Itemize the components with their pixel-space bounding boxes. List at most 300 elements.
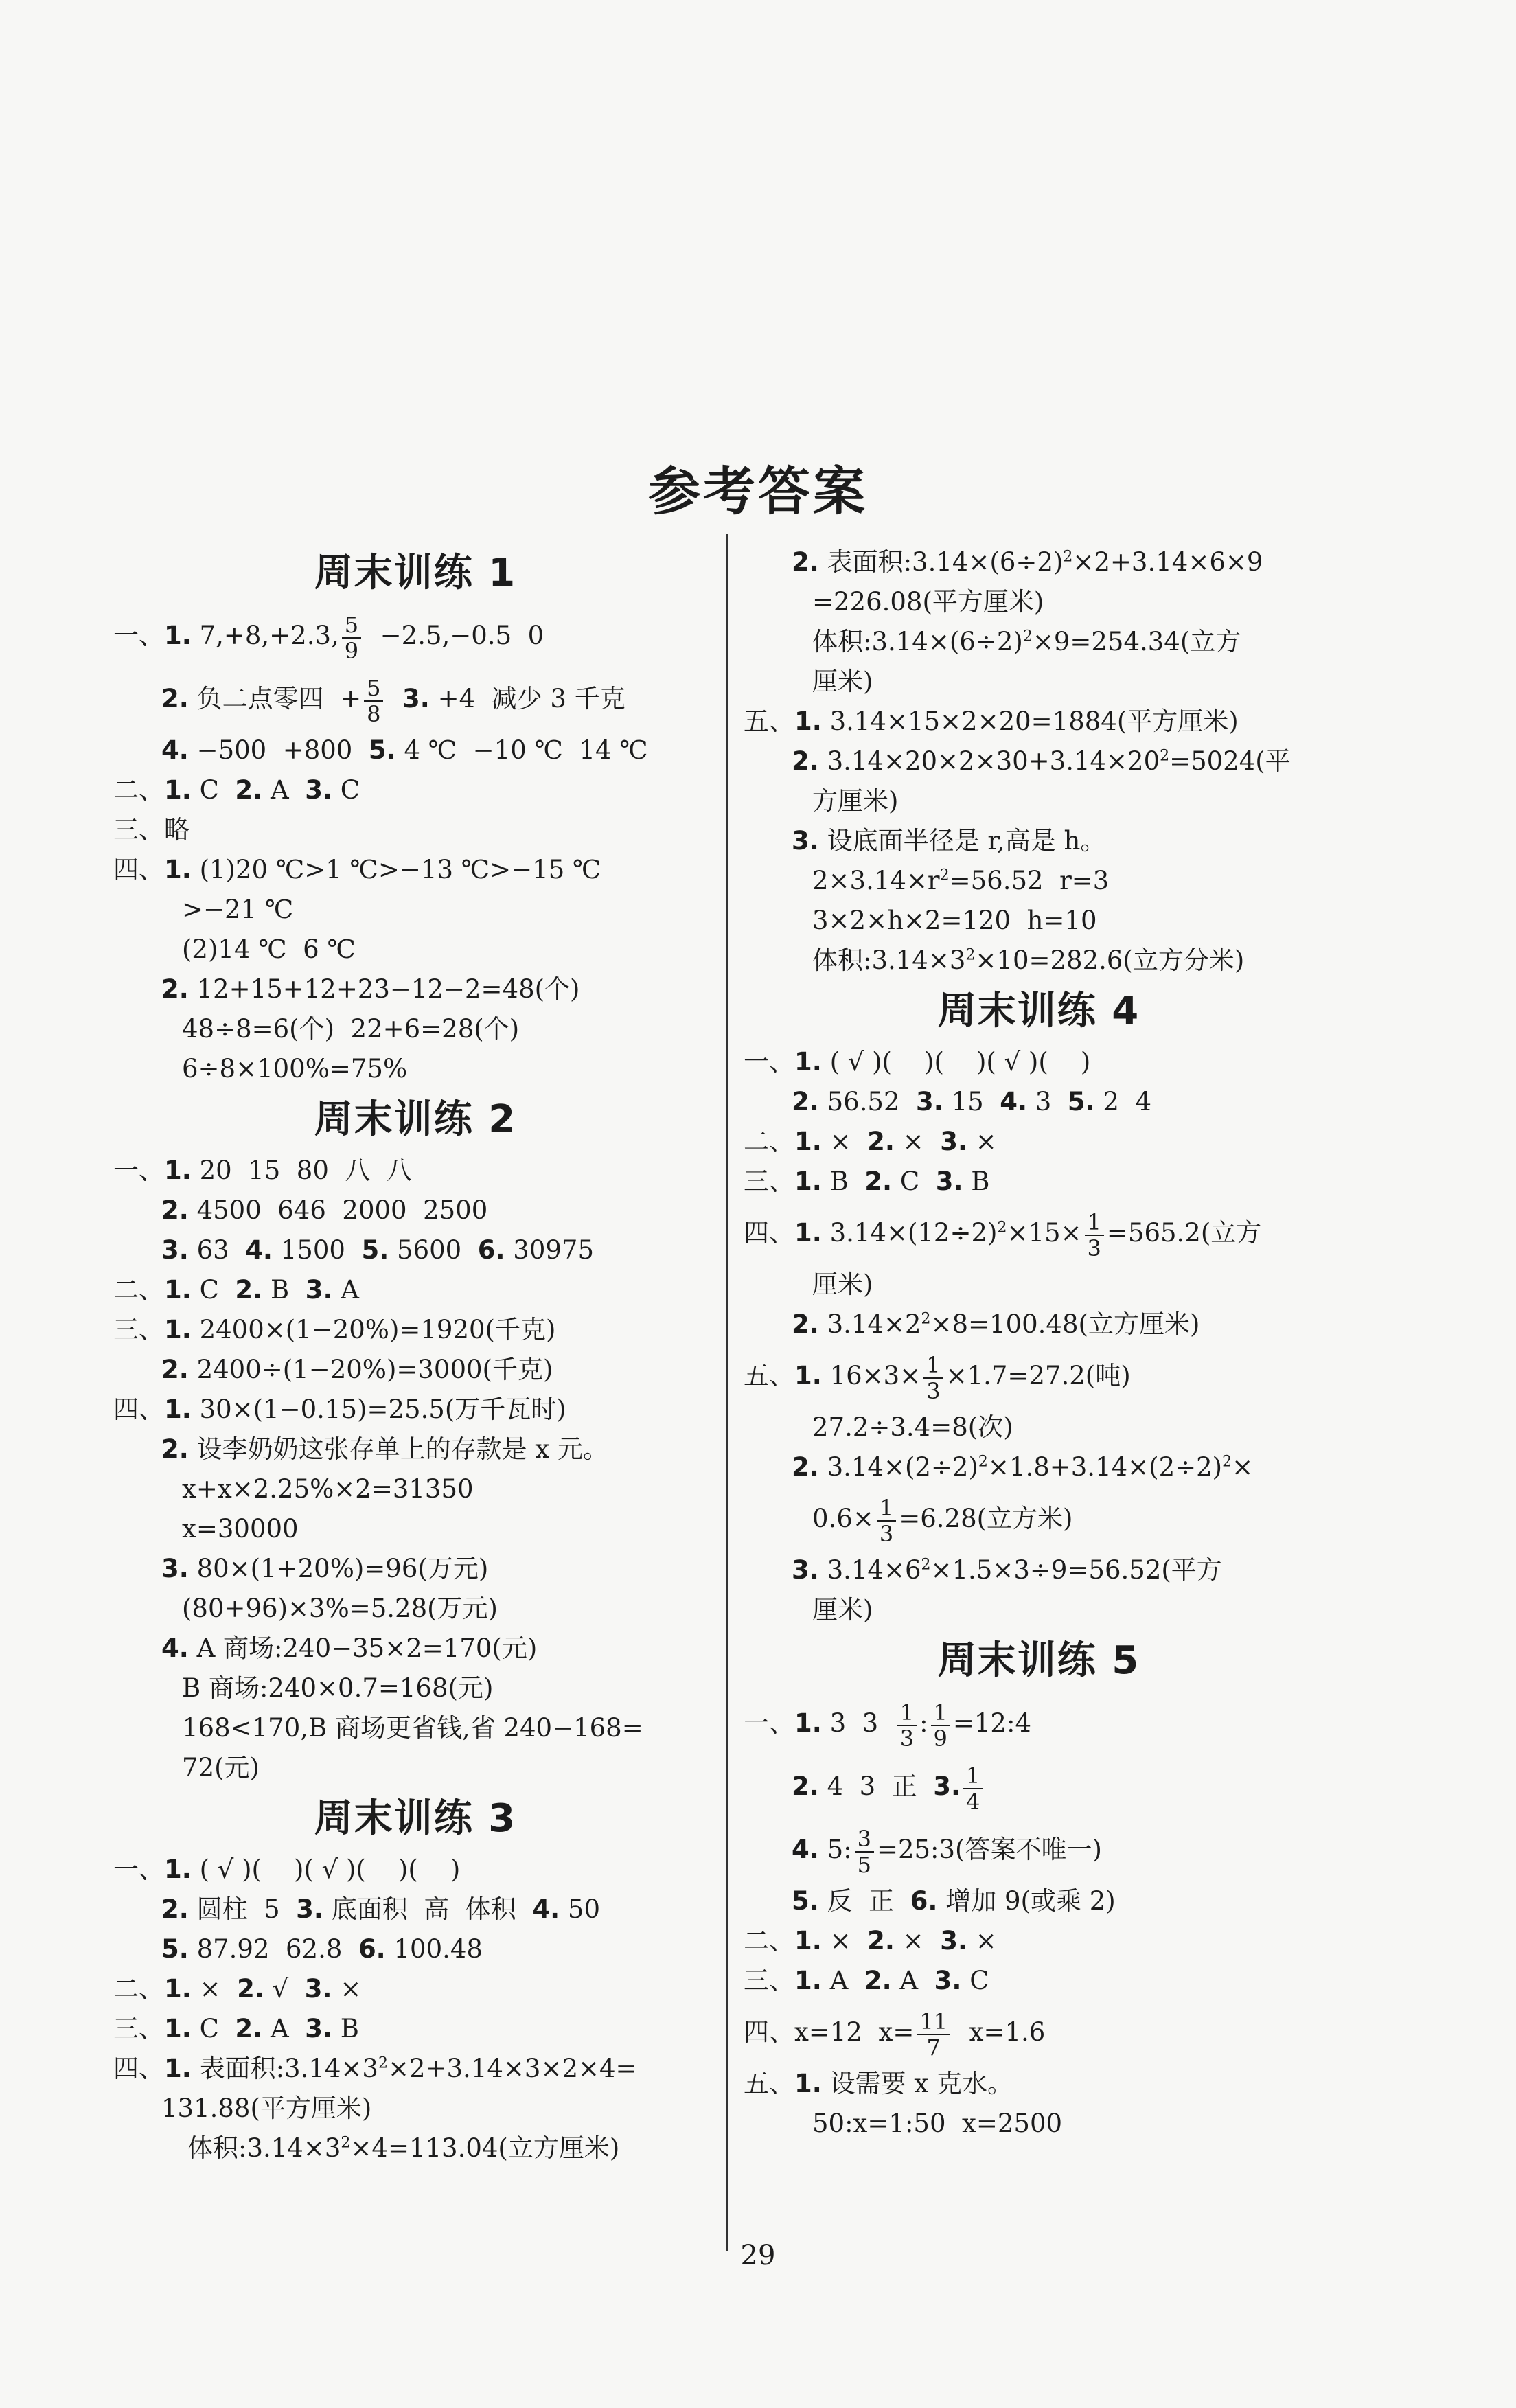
part-label: 二、 — [744, 1127, 794, 1156]
answer-line: >−21 ℃ — [182, 895, 294, 924]
part-label: 五、 — [744, 707, 794, 736]
answer-text: 2 4 — [1094, 1087, 1152, 1116]
answer-text: C — [332, 775, 360, 805]
answer-text: 体积:3.14×3 — [812, 945, 966, 975]
answer-line — [113, 970, 717, 1009]
answer-line — [113, 1890, 717, 1929]
answer-line — [113, 1350, 717, 1390]
question-number: 2. — [792, 547, 819, 577]
answer-text: =565.2(立方 — [1106, 1218, 1262, 1248]
answer-line — [744, 1202, 1334, 1265]
question-number: 2. — [161, 1894, 189, 1924]
numerator: 1 — [963, 1763, 983, 1789]
part-label: 二、 — [113, 1275, 164, 1305]
answer-text: 底面积 高 体积 — [323, 1894, 533, 1924]
question-number: 3. — [792, 1555, 819, 1585]
question-number: 2. — [161, 1355, 189, 1384]
question-number: 3. — [161, 1235, 189, 1265]
answer-line — [744, 1961, 1334, 2001]
question-number: 3. — [933, 1771, 961, 1801]
question-number: 2. — [792, 1452, 819, 1482]
exponent: 2 — [1160, 747, 1170, 765]
answer-text: 反 正 — [818, 1886, 910, 1916]
numerator: 3 — [855, 1826, 874, 1853]
exponent: 2 — [939, 867, 950, 884]
answer-text: 2400×(1−20%)=1920(千克) — [191, 1315, 556, 1344]
numerator: 5 — [364, 676, 383, 702]
answer-text: ×8=100.48(立方厘米) — [930, 1309, 1200, 1339]
answer-text: x=1.6 — [953, 2017, 1046, 2047]
answer-text: ( √ )( )( )( √ )( ) — [821, 1047, 1091, 1077]
answer-text: ×1.5×3÷9=56.52(平方 — [930, 1555, 1222, 1585]
question-number: 6. — [358, 1934, 386, 1964]
answer-text: B — [332, 2014, 359, 2043]
answer-line — [113, 2049, 717, 2089]
answer-line: 168<170,B 商场更省钱,省 240−168= — [182, 1713, 643, 1743]
question-number: 6. — [477, 1235, 505, 1265]
numerator: 1 — [923, 1353, 943, 1379]
answer-line — [113, 731, 717, 770]
numerator: 1 — [897, 1700, 917, 1726]
question-number: 1. — [794, 2069, 822, 2098]
question-number: 4. — [532, 1894, 560, 1924]
answer-line — [113, 604, 717, 667]
fraction — [931, 1700, 950, 1751]
question-number: 1. — [794, 1127, 822, 1156]
answer-text: 30×(1−0.15)=25.5(万千瓦时) — [191, 1395, 566, 1424]
answer-text: ×4=113.04(立方厘米) — [350, 2133, 620, 2163]
question-number: 1. — [794, 1966, 822, 1995]
denominator: 9 — [933, 1725, 948, 1752]
answer-line — [113, 1230, 717, 1270]
answer-text: ( √ )( )( √ )( )( ) — [191, 1855, 461, 1884]
question-number: 2. — [792, 1771, 819, 1801]
part-label: 四、 — [113, 855, 164, 884]
answer-line — [744, 1692, 1334, 1755]
answer-text: 4 3 正 — [818, 1771, 934, 1801]
part-label: 一、 — [113, 1156, 164, 1185]
exponent: 2 — [997, 1219, 1007, 1237]
question-number: 4. — [1000, 1087, 1028, 1116]
question-number: 2. — [161, 684, 189, 713]
answer-text: 3.14×20×2×30+3.14×20 — [818, 746, 1160, 776]
answer-text: 1500 — [273, 1235, 362, 1265]
answer-line — [113, 1310, 717, 1350]
part-label: 五、 — [744, 1361, 794, 1390]
answer-text: 0.6× — [812, 1504, 874, 1533]
answer-line — [113, 1629, 717, 1669]
answer-line: 50:x=1:50 x=2500 — [812, 2109, 1063, 2138]
question-number: 3. — [305, 775, 333, 805]
answer-line — [744, 2001, 1334, 2064]
question-number: 2. — [161, 974, 189, 1004]
part-label: 五、 — [744, 2069, 794, 2098]
answer-line — [744, 1344, 1334, 1408]
fraction — [923, 1353, 943, 1403]
answer-line: x=30000 — [182, 1514, 299, 1544]
question-number: 4. — [245, 1235, 273, 1265]
fraction — [1085, 1210, 1104, 1261]
question-number: 1. — [164, 855, 192, 884]
numerator: 1 — [1085, 1210, 1104, 1236]
answer-line — [113, 1191, 717, 1230]
fraction — [877, 1495, 896, 1546]
question-number: 2. — [792, 746, 819, 776]
answer-text: 体积:3.14×3 — [187, 2133, 341, 2163]
answer-line — [113, 1270, 717, 1310]
answer-text: 7,+8,+2.3, — [191, 621, 339, 650]
answer-line — [744, 1447, 1334, 1487]
part-label: 三、 — [744, 1167, 794, 1196]
answer-text: × — [1232, 1452, 1254, 1482]
answer-text: × — [967, 1127, 997, 1156]
question-number: 1. — [164, 1974, 192, 2004]
answer-text: 圆柱 5 — [188, 1894, 297, 1924]
denominator: 3 — [879, 1520, 894, 1547]
answer-text: 设底面半径是 r,高是 h。 — [818, 826, 1106, 856]
answer-text: +4 减少 3 千克 — [429, 684, 625, 713]
answer-line: (2)14 ℃ 6 ℃ — [182, 934, 356, 964]
answer-line: 6÷8×100%=75% — [182, 1054, 408, 1083]
answer-text: 5600 — [389, 1235, 478, 1265]
column-divider — [726, 534, 728, 2251]
answer-text: C — [892, 1167, 936, 1196]
answer-text: 增加 9(或乘 2) — [937, 1886, 1116, 1916]
answer-text: C — [191, 775, 236, 805]
question-number: 1. — [164, 621, 192, 650]
section-heading-5: 周末训练 5 — [937, 1638, 1140, 1683]
denominator: 3 — [926, 1377, 941, 1404]
answer-text: 56.52 — [818, 1087, 917, 1116]
answer-text: =25:3(答案不唯一) — [876, 1835, 1102, 1864]
answer-text: A — [262, 2014, 306, 2043]
answer-text: B — [963, 1167, 990, 1196]
fraction — [855, 1826, 874, 1877]
question-number: 1. — [164, 1315, 192, 1344]
numerator: 5 — [342, 612, 361, 639]
part-label: 三、 — [113, 1315, 164, 1344]
question-number: 1. — [794, 1047, 822, 1077]
answer-line: 厘米) — [812, 1270, 873, 1299]
answer-text: 2×3.14×r — [812, 866, 940, 895]
question-number: 2. — [864, 1966, 892, 1995]
answer-text: A — [262, 775, 306, 805]
question-number: 4. — [161, 735, 189, 765]
answer-line — [113, 1850, 717, 1890]
numerator: 1 — [931, 1700, 950, 1726]
answer-text: 12+15+12+23−12−2=48(个) — [188, 974, 580, 1004]
answer-line — [744, 941, 1334, 981]
question-number: 2. — [161, 1434, 189, 1464]
answer-text: ×1.8+3.14×(2÷2) — [987, 1452, 1223, 1482]
answer-line: 131.88(平方厘米) — [161, 2094, 372, 2123]
part-label: 一、 — [744, 1047, 794, 1077]
answer-text: × — [821, 1926, 868, 1956]
answer-line: 72(元) — [182, 1753, 260, 1782]
question-number: 2. — [792, 1309, 819, 1339]
fraction — [917, 2009, 950, 2060]
section-heading-3: 周末训练 3 — [314, 1796, 517, 1841]
answer-line: 厘米) — [812, 1595, 873, 1625]
answer-line — [744, 542, 1334, 582]
question-number: 2. — [867, 1926, 895, 1956]
answer-line — [744, 1818, 1334, 1881]
answer-text: 负二点零四 + — [188, 684, 362, 713]
answer-text: −500 +800 — [188, 735, 369, 765]
answer-line — [113, 667, 717, 731]
section-heading-1: 周末训练 1 — [314, 551, 517, 595]
answer-line — [744, 1550, 1334, 1590]
answer-text: 2400÷(1−20%)=3000(千克) — [188, 1355, 553, 1384]
answer-line — [113, 1969, 717, 2009]
answer-line — [744, 1755, 1334, 1818]
denominator: 3 — [899, 1725, 915, 1752]
fraction — [364, 676, 383, 726]
question-number: 3. — [402, 684, 430, 713]
answer-line — [744, 1082, 1334, 1122]
answer-text: C — [961, 1966, 989, 1995]
part-label: 一、 — [113, 1855, 164, 1884]
section-heading-2: 周末训练 2 — [314, 1097, 517, 1142]
answer-line: 3×2×h×2=120 h=10 — [812, 906, 1097, 935]
answer-text: ×9=254.34(立方 — [1032, 627, 1241, 656]
answer-text: × — [332, 1974, 362, 2004]
answer-text: ×2+3.14×6×9 — [1072, 547, 1263, 577]
exponent: 2 — [978, 1453, 988, 1471]
part-label: 三、 — [113, 2014, 164, 2043]
question-number: 2. — [161, 1195, 189, 1225]
answer-text: 87.92 62.8 — [188, 1934, 358, 1964]
question-number: 2. — [864, 1167, 893, 1196]
answer-line — [113, 2009, 717, 2049]
answer-text: 5: — [818, 1835, 852, 1864]
answer-text: ×15× — [1007, 1218, 1082, 1248]
answer-text: 20 15 80 八 八 — [191, 1156, 412, 1185]
question-number: 3. — [304, 1974, 332, 2004]
answer-line — [113, 1430, 717, 1469]
question-number: 3. — [305, 2014, 333, 2043]
question-number: 2. — [867, 1127, 895, 1156]
answer-text: B — [821, 1167, 865, 1196]
denominator: 7 — [926, 2034, 941, 2061]
denominator: 5 — [857, 1851, 871, 1878]
part-label: 三、 — [744, 1966, 794, 1995]
exponent: 2 — [921, 1310, 931, 1328]
question-number: 3. — [305, 1275, 333, 1305]
question-number: 3. — [940, 1926, 968, 1956]
question-number: 3. — [792, 826, 819, 856]
answer-line — [113, 850, 717, 890]
answer-line — [744, 861, 1334, 901]
part-label: 一、 — [113, 621, 164, 650]
denominator: 9 — [344, 637, 359, 664]
question-number: 1. — [794, 1167, 822, 1196]
answer-text: × — [191, 1974, 238, 2004]
answer-text: 表面积:3.14×3 — [191, 2054, 378, 2083]
answer-line: 48÷8=6(个) 22+6=28(个) — [182, 1014, 520, 1044]
answer-text: 设需要 x 克水。 — [821, 2069, 1013, 2098]
exponent: 2 — [1063, 548, 1073, 566]
answer-text: 3.14×(12÷2) — [821, 1218, 998, 1248]
question-number: 1. — [164, 2054, 192, 2083]
answer-line: 三、略 — [113, 815, 190, 845]
answer-text: C — [191, 2014, 236, 2043]
answer-text: −2.5,−0.5 0 — [364, 621, 544, 650]
answer-line — [744, 1921, 1334, 1961]
question-number: 2. — [792, 1087, 819, 1116]
answer-text: 3 — [1027, 1087, 1068, 1116]
answer-text: × — [967, 1926, 997, 1956]
answer-line: 27.2÷3.4=8(次) — [812, 1412, 1013, 1442]
answer-text: : — [919, 1708, 928, 1738]
answer-text: A — [821, 1966, 864, 1995]
answer-line — [744, 1881, 1334, 1921]
answer-line: x+x×2.25%×2=31350 — [182, 1474, 474, 1504]
exponent: 2 — [965, 946, 976, 964]
part-label: 二、 — [744, 1926, 794, 1956]
answer-text: × — [894, 1127, 941, 1156]
page-title: 参考答案 — [648, 461, 868, 522]
answer-text: C — [191, 1275, 236, 1305]
answer-line — [744, 702, 1334, 742]
answer-line: B 商场:240×0.7=168(元) — [182, 1673, 494, 1703]
answer-text: =6.28(立方米) — [899, 1504, 1073, 1533]
answer-text: 4500 646 2000 2500 — [188, 1195, 488, 1225]
question-number: 1. — [794, 1361, 822, 1390]
exponent: 2 — [341, 2134, 351, 2152]
question-number: 4. — [792, 1835, 819, 1864]
answer-line — [744, 2064, 1334, 2104]
answer-line — [113, 1549, 717, 1589]
answer-text: ×2+3.14×3×2×4= — [387, 2054, 637, 2083]
answer-text: 3.14×2 — [818, 1309, 921, 1339]
answer-text: 80×(1+20%)=96(万元) — [188, 1554, 489, 1583]
denominator: 4 — [966, 1788, 980, 1815]
question-number: 1. — [794, 1218, 822, 1248]
question-number: 1. — [164, 775, 192, 805]
answer-line — [113, 1929, 717, 1969]
question-number: 2. — [235, 775, 263, 805]
question-number: 3. — [916, 1087, 943, 1116]
answer-line: 厘米) — [812, 667, 873, 696]
question-number: 1. — [164, 1275, 192, 1305]
denominator: 3 — [1087, 1235, 1101, 1261]
left-column — [113, 542, 717, 2168]
part-label: 二、 — [113, 1974, 164, 2004]
question-number: 3. — [935, 1167, 963, 1196]
answer-line: =226.08(平方厘米) — [812, 587, 1044, 617]
answer-text: 3.14×(2÷2) — [818, 1452, 978, 1482]
part-label: 四、 — [744, 1218, 794, 1248]
question-number: 5. — [161, 1934, 189, 1964]
question-number: 1. — [794, 1708, 822, 1738]
question-number: 2. — [235, 1275, 263, 1305]
question-number: 5. — [792, 1886, 819, 1916]
question-number: 1. — [164, 1395, 192, 1424]
answer-text: 体积:3.14×(6÷2) — [812, 627, 1023, 656]
part-label: 二、 — [113, 775, 164, 805]
exponent: 2 — [921, 1556, 931, 1574]
question-number: 5. — [368, 735, 396, 765]
answer-text: A — [891, 1966, 934, 1995]
answer-text: 设李奶奶这张存单上的存款是 x 元。 — [188, 1434, 608, 1464]
right-column — [744, 542, 1334, 2144]
fraction — [963, 1763, 983, 1814]
answer-line — [744, 1122, 1334, 1162]
answer-text: 63 — [188, 1235, 246, 1265]
answer-line — [113, 1151, 717, 1191]
fraction — [897, 1700, 917, 1751]
question-number: 6. — [910, 1886, 938, 1916]
answer-line — [113, 2129, 717, 2168]
answer-line — [113, 770, 717, 810]
answer-text: × — [894, 1926, 941, 1956]
answer-text: 15 — [943, 1087, 1000, 1116]
question-number: 3. — [934, 1966, 962, 1995]
answer-line — [744, 622, 1334, 662]
answer-text: ×1.7=27.2(吨) — [945, 1361, 1131, 1390]
answer-line — [744, 1305, 1334, 1344]
question-number: 2. — [235, 2014, 263, 2043]
answer-line — [744, 742, 1334, 781]
numerator: 1 — [877, 1495, 896, 1522]
question-number: 2. — [237, 1974, 264, 2004]
answer-line: (80+96)×3%=5.28(万元) — [182, 1594, 498, 1623]
question-number: 1. — [164, 2014, 192, 2043]
exponent: 2 — [1022, 628, 1033, 645]
part-label: 一、 — [744, 1708, 794, 1738]
exponent: 2 — [378, 2054, 388, 2072]
denominator: 8 — [367, 700, 381, 727]
answer-text: =5024(平 — [1169, 746, 1291, 776]
answer-text: × — [821, 1127, 868, 1156]
question-number: 5. — [361, 1235, 389, 1265]
answer-text: 表面积:3.14×(6÷2) — [818, 547, 1064, 577]
answer-text: (1)20 ℃>1 ℃>−13 ℃>−15 ℃ — [191, 855, 601, 884]
answer-text: ×10=282.6(立方分米) — [975, 945, 1245, 975]
question-number: 5. — [1067, 1087, 1095, 1116]
question-number: 3. — [296, 1894, 323, 1924]
fraction — [342, 612, 361, 663]
answer-text: 3 3 — [821, 1708, 895, 1738]
answer-text: 16×3× — [821, 1361, 921, 1390]
answer-text: 3.14×15×2×20=1884(平方厘米) — [821, 707, 1239, 736]
answer-text: 3.14×6 — [818, 1555, 921, 1585]
question-number: 4. — [161, 1633, 189, 1663]
answer-line — [744, 1042, 1334, 1082]
section-heading-4: 周末训练 4 — [937, 989, 1140, 1033]
question-number: 3. — [940, 1127, 968, 1156]
numerator: 11 — [917, 2009, 950, 2035]
question-number: 1. — [164, 1855, 192, 1884]
answer-text: B — [262, 1275, 306, 1305]
page-number: 29 — [740, 2240, 776, 2271]
answer-text: 50 — [560, 1894, 600, 1924]
answer-line — [744, 1487, 1334, 1550]
answer-line — [113, 1390, 717, 1430]
answer-line: 方厘米) — [812, 786, 899, 816]
answer-text: A — [332, 1275, 359, 1305]
answer-text: A 商场:240−35×2=170(元) — [188, 1633, 538, 1663]
answer-text: 30975 — [505, 1235, 594, 1265]
answer-text: 四、x=12 x= — [744, 2017, 915, 2047]
answer-line — [744, 1162, 1334, 1202]
answer-line — [744, 821, 1334, 861]
answer-text: 4 ℃ −10 ℃ 14 ℃ — [395, 735, 648, 765]
question-number: 3. — [161, 1554, 189, 1583]
answer-text: 100.48 — [385, 1934, 483, 1964]
question-number: 1. — [794, 707, 822, 736]
